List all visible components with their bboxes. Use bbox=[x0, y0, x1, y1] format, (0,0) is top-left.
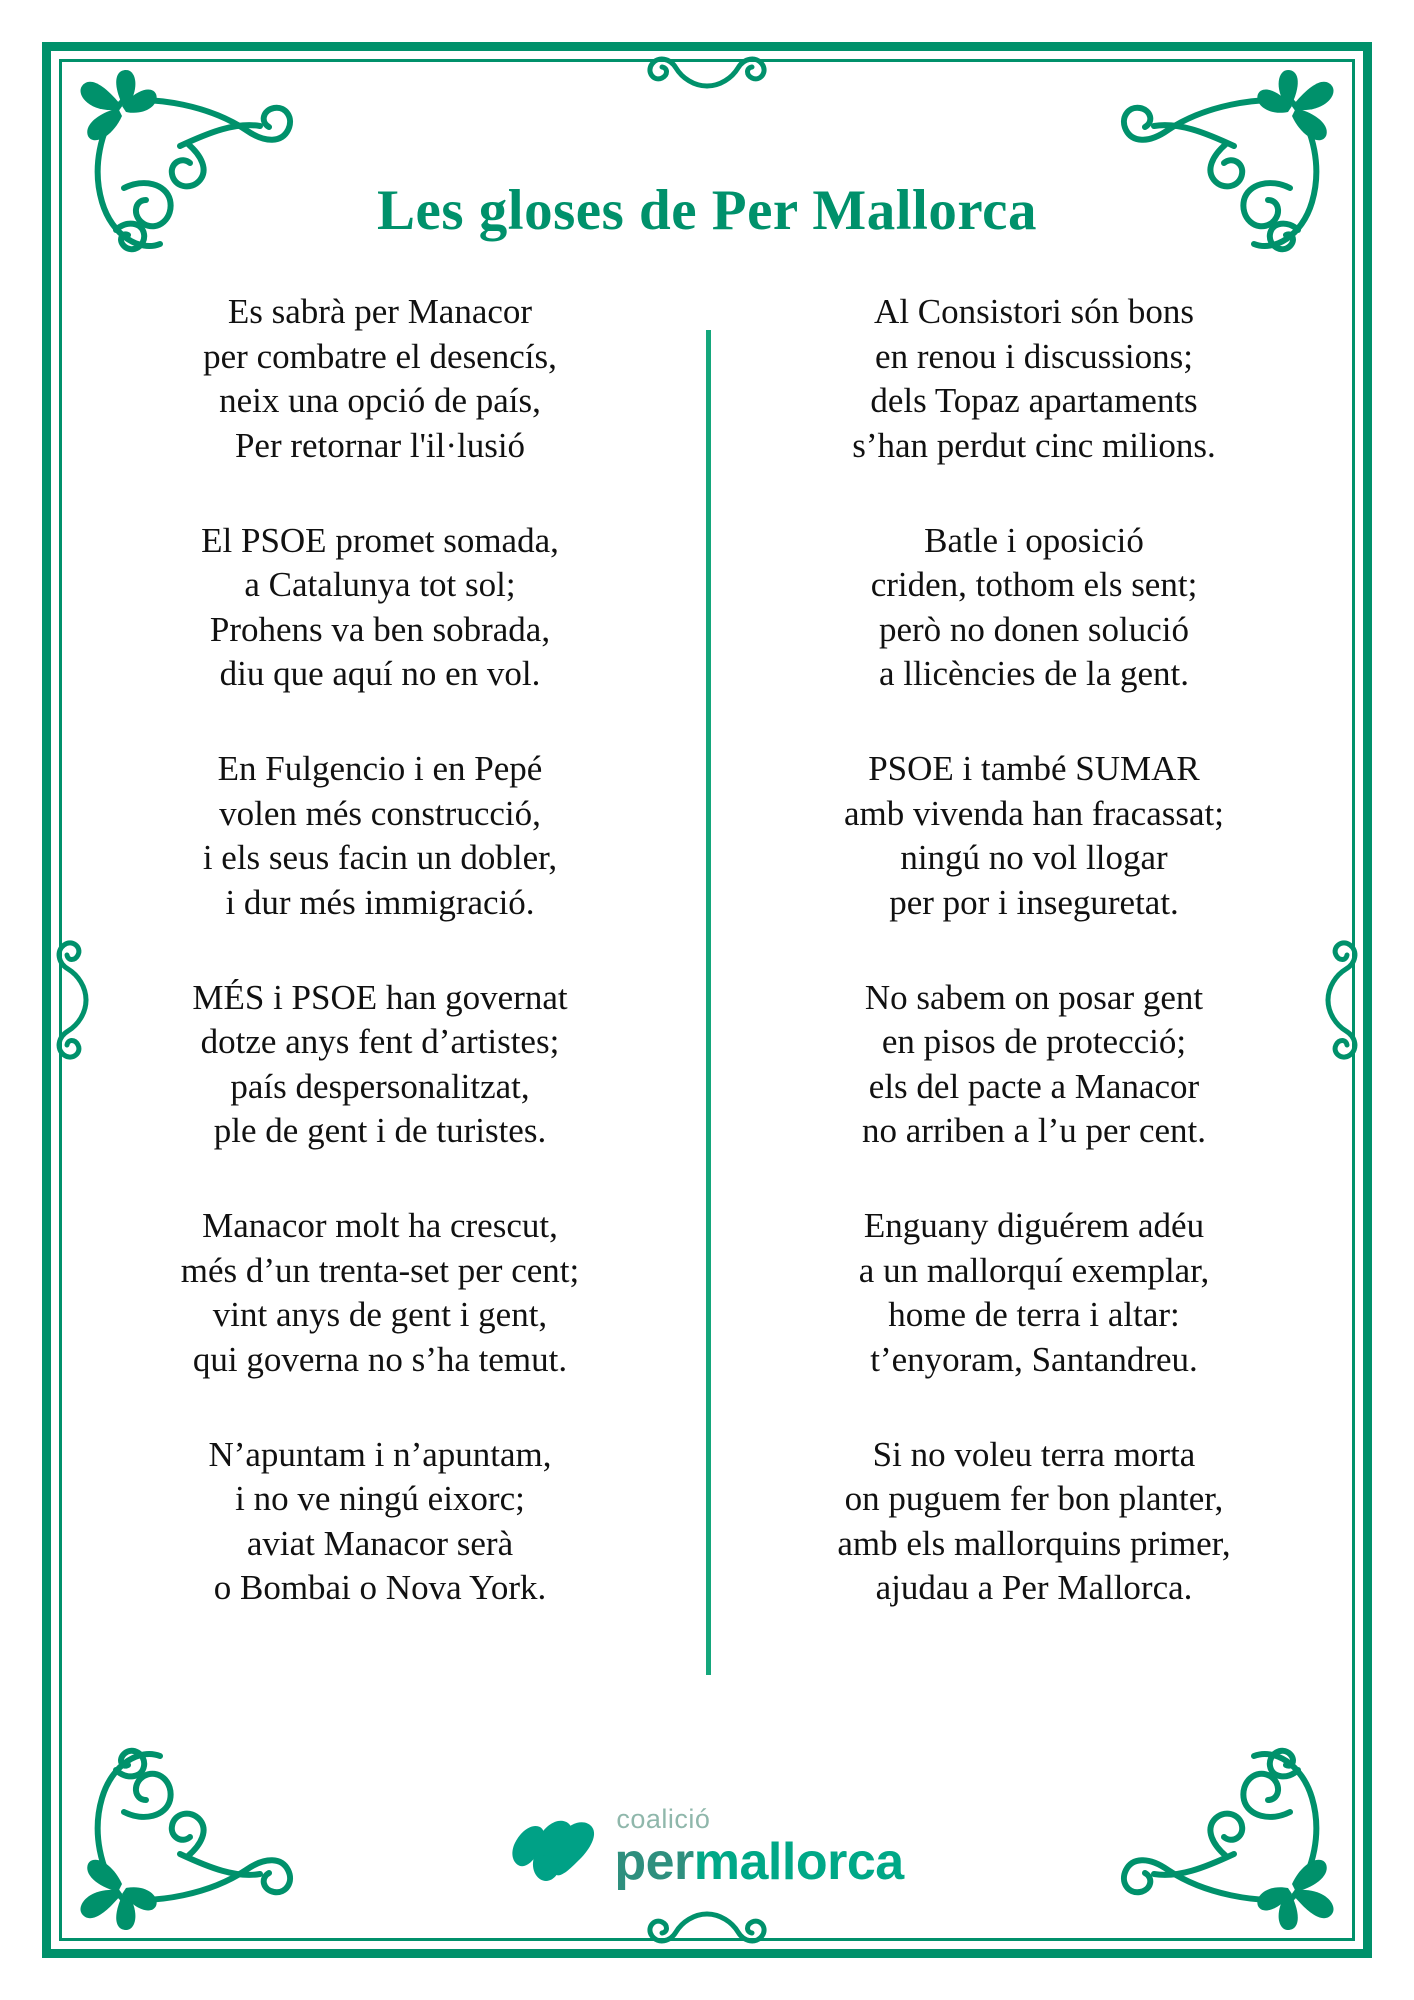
verse-line: ajudau a Per Mallorca. bbox=[875, 1568, 1193, 1608]
verse-line: Per retornar l'il·lusió bbox=[234, 425, 526, 465]
logo-word-per: per bbox=[614, 1833, 694, 1891]
verse-line: neix una opció de país, bbox=[219, 381, 541, 421]
stanza bbox=[754, 976, 1314, 1155]
verse-line: en pisos de protecció; bbox=[881, 1022, 1187, 1062]
verse-line: PSOE i també SUMAR bbox=[868, 749, 1200, 788]
verse-line: i dur més immigració. bbox=[225, 882, 535, 922]
verse-column-left bbox=[100, 290, 660, 1611]
verse-line: No sabem on posar gent bbox=[864, 977, 1204, 1017]
verse-line: qui governa no s’ha temut. bbox=[192, 1339, 568, 1379]
verse-line: Es sabrà per Manacor bbox=[227, 292, 533, 331]
verse-line: i els seus facin un dobler, bbox=[202, 838, 558, 878]
verse-line: amb els mallorquins primer, bbox=[837, 1523, 1231, 1563]
stanza bbox=[100, 290, 660, 469]
verse-line: aviat Manacor serà bbox=[246, 1523, 514, 1563]
verse-line: t’enyoram, Santandreu. bbox=[870, 1339, 1198, 1379]
verse-line: per combatre el desencís, bbox=[203, 336, 557, 376]
verse-line: a un mallorquí exemplar, bbox=[858, 1250, 1210, 1290]
verse-line: diu que aquí no en vol. bbox=[219, 654, 541, 694]
stanza bbox=[754, 519, 1314, 698]
verse-line: on puguem fer bon planter, bbox=[844, 1479, 1224, 1519]
verse-line: MÉS i PSOE han governat bbox=[192, 977, 568, 1017]
page-title: Les gloses de Per Mallorca bbox=[377, 179, 1037, 242]
verse-line: Al Consistori són bons bbox=[874, 292, 1194, 331]
verse-line: Si no voleu terra morta bbox=[872, 1434, 1196, 1474]
verse-columns bbox=[100, 290, 1314, 1611]
verse-line: país despersonalitzat, bbox=[230, 1066, 530, 1106]
verse-line: dotze anys fent d’artistes; bbox=[200, 1022, 560, 1062]
verse-line: amb vivenda han fracassat; bbox=[844, 793, 1224, 833]
verse-line: s’han perdut cinc milions. bbox=[852, 425, 1216, 465]
stanza bbox=[754, 290, 1314, 469]
stanza bbox=[100, 1433, 660, 1612]
logo-word bbox=[614, 1833, 904, 1891]
verse-column-right bbox=[754, 290, 1314, 1611]
verse-line: o Bombai o Nova York. bbox=[213, 1568, 547, 1608]
verse-line: En Fulgencio i en Pepé bbox=[217, 749, 543, 788]
verse-line: els del pacte a Manacor bbox=[868, 1066, 1200, 1106]
brush-stroke-logo-icon bbox=[510, 1809, 602, 1885]
verse-line: ningú no vol llogar bbox=[900, 838, 1168, 878]
verse-line: però no donen solució bbox=[878, 609, 1190, 649]
verse-line: Batle i oposició bbox=[924, 520, 1144, 560]
verse-line: N’apuntam i n’apuntam, bbox=[208, 1434, 552, 1474]
brand-logo bbox=[0, 1804, 1414, 1891]
verse-line: Enguany diguérem adéu bbox=[863, 1206, 1205, 1245]
stanza bbox=[100, 976, 660, 1155]
verse-line: criden, tothom els sent; bbox=[870, 565, 1198, 605]
verse-line: per por i inseguretat. bbox=[889, 882, 1179, 922]
verse-line: home de terra i altar: bbox=[888, 1295, 1180, 1335]
verse-line: i no ve ningú eixorc; bbox=[235, 1479, 525, 1519]
stanza bbox=[100, 1204, 660, 1383]
verse-line: ple de gent i de turistes. bbox=[213, 1111, 547, 1151]
verse-line: dels Topaz apartaments bbox=[870, 381, 1198, 421]
verse-line: no arriben a l’u per cent. bbox=[861, 1111, 1206, 1151]
stanza bbox=[100, 519, 660, 698]
logo-word-mallorca: mallorca bbox=[693, 1833, 904, 1891]
verse-line: Manacor molt ha crescut, bbox=[202, 1206, 558, 1245]
verse-line: a Catalunya tot sol; bbox=[244, 565, 516, 605]
stanza bbox=[754, 747, 1314, 926]
stanza bbox=[754, 1433, 1314, 1612]
logo-tagline: coalició bbox=[616, 1804, 711, 1834]
stanza bbox=[100, 747, 660, 926]
verse-line: Prohens va ben sobrada, bbox=[209, 609, 551, 649]
stanza bbox=[754, 1204, 1314, 1383]
verse-line: en renou i discussions; bbox=[875, 336, 1193, 376]
logo-wordmark bbox=[614, 1804, 904, 1891]
verse-line: a llicències de la gent. bbox=[879, 654, 1189, 694]
verse-line: vint anys de gent i gent, bbox=[212, 1295, 548, 1335]
verse-line: El PSOE promet somada, bbox=[201, 520, 559, 560]
verse-line: més d’un trenta-set per cent; bbox=[180, 1250, 580, 1290]
verse-line: volen més construcció, bbox=[219, 793, 541, 833]
